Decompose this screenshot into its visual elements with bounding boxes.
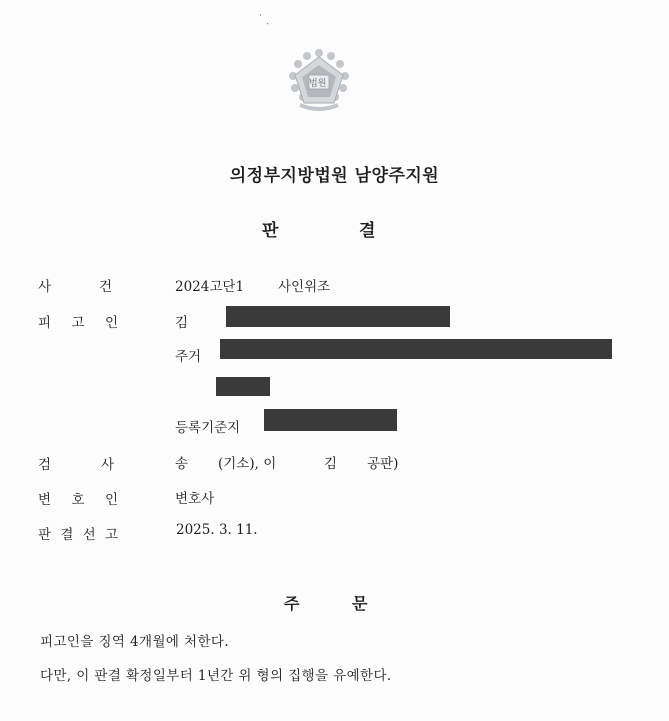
- court-name: 의정부지방법원 남양주지원: [229, 166, 440, 186]
- redaction-address-cont: [216, 377, 270, 396]
- registration-label: 등록기준지: [175, 420, 241, 436]
- prosecutor-4: 공판): [367, 456, 399, 472]
- disposition-line-1: 피고인을 징역 4개월에 처한다.: [40, 634, 230, 650]
- case-name: 사인위조: [278, 279, 331, 295]
- disposition-line-2: 다만, 이 판결 확정일부터 1년간 위 형의 집행을 유예한다.: [40, 668, 392, 684]
- redaction-address: [220, 339, 612, 359]
- doc-title-right: 결: [359, 221, 376, 241]
- case-label: 사 건: [38, 279, 112, 295]
- disposition-title-left: 주: [284, 594, 300, 613]
- redaction-registration: [264, 409, 397, 431]
- address-label: 주거: [175, 349, 202, 365]
- redaction-defendant-name: [226, 306, 450, 327]
- defense-label: 변 호 인: [38, 492, 118, 508]
- disposition-title-right: 문: [352, 594, 368, 613]
- defendant-name: 김: [175, 315, 189, 331]
- defendant-label: 피 고 인: [38, 315, 118, 331]
- sentence-date-label: 판 결 선 고: [38, 527, 118, 543]
- prosecutor-3: 김: [324, 456, 338, 472]
- emblem-label: 법원: [309, 79, 327, 89]
- doc-title-left: 판: [262, 221, 279, 241]
- prosecutor-1: 송: [175, 456, 189, 472]
- defense-counsel: 변호사: [175, 491, 215, 507]
- sentence-date: 2025. 3. 11.: [176, 522, 258, 538]
- prosecutor-label: 검 사: [38, 457, 114, 473]
- prosecutor-2: (기소), 이: [218, 456, 277, 472]
- scan-artifact: ˙ ˎ: [258, 14, 270, 25]
- case-number: 2024고단1: [175, 279, 245, 295]
